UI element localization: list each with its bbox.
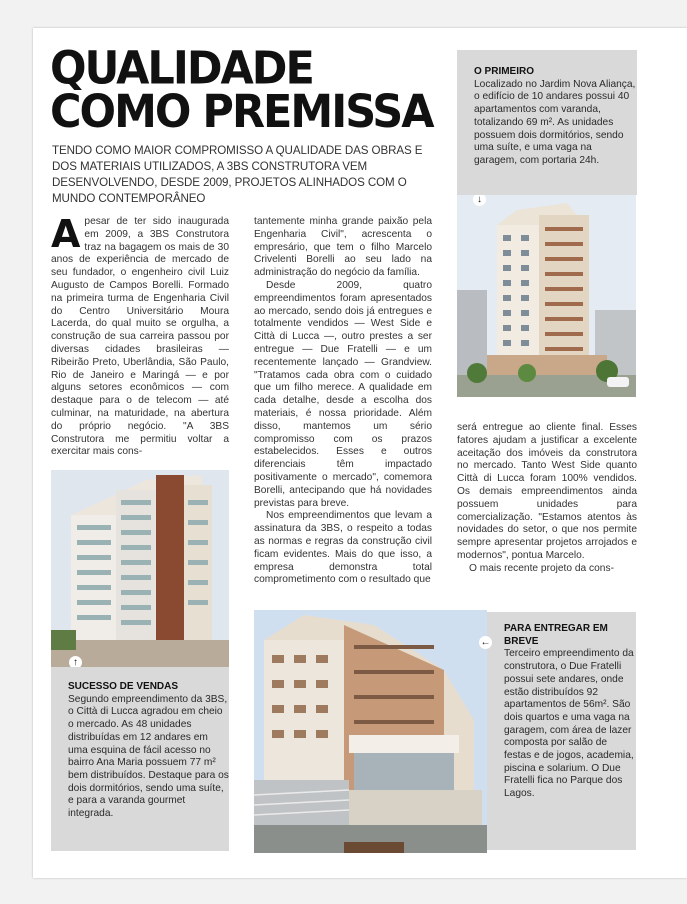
drop-cap: A (51, 212, 81, 256)
headline-line-1: QUALIDADE (50, 42, 313, 96)
body-column-1 (51, 212, 229, 459)
building-illustration (51, 470, 229, 667)
body-column-2 (254, 216, 432, 587)
photo-west-side (457, 195, 636, 397)
photo-citta-di-lucca (51, 470, 229, 667)
arrow-down-icon: ↓ (473, 195, 486, 206)
headline-line-2: COMO PREMISSA (50, 85, 433, 139)
col2-paragraph-1: tantemente minha grande paixão pela Engenharia Civil", acrescenta o empresário, que tem o filho Marcelo Crivelenti Borelli ao seu lado na administração do negócio da família. (254, 216, 432, 279)
headline (50, 42, 433, 139)
box-primeiro-title: O PRIMEIRO (474, 66, 535, 77)
col1-paragraph-1: pesar de ter sido inaugurada em 2009, a 3BS Construtora traz na bagagem os mais de 30 anos de experiência de mercado de seu fundador, o engenheiro civil Luiz Augusto de Campos Borelli. Formado na primeira turma de Engenharia Civil do Centro Universitário Moura Lacerda, do qual muito se orgulha, a construção de sua carreira passou por diversas cidades brasileiras — Ribeirão Preto, Uberlândia, São Paulo, Rio de Janeiro e Maringá — e por alguns setores econômicos — com destaque para o de telecom — até culminar, na maturidade, na abertura do próprio negócio. "A 3BS Construtora me permitiu voltar a exercitar mais cons- (51, 216, 229, 458)
sidebar-box-entregar (480, 612, 636, 850)
sidebar-box-primeiro (457, 50, 637, 195)
body-column-3 (457, 422, 637, 576)
col2-paragraph-2: Desde 2009, quatro empreendimentos foram apresentados ao mercado, sendo dois já entregues e totalmente vendidos — West Side e Città di Lucca —, outro prestes a ser entregue — Due Fratelli — e um recentemente lançado — Grandview. "Tratamos cada obra com o cuidado que um filho merece. A qualidade em cada detalhe, desde a escolha dos materiais, é nossa prioridade. Além disso, mantemos um sério compromisso com os prazos estabelecidos. Esses e outros diferenciais têm impactado positivamente o mercado", comemora Borelli, antecipando que há novidades previstas para breve. (254, 279, 432, 509)
box-primeiro-text: Localizado no Jardim Nova Aliança, o edifício de 10 andares possui 40 apartamentos com varanda, totalizando 69 m². As unidades possuem dois dormitórios, sendo uma suíte, e uma vaga na garagem, com portaria 24h. (474, 78, 636, 166)
box-entregar-text: Terceiro empreendimento da construtora, o Due Fratelli possui sete andares, onde estão distribuídos 92 apartamentos de 56m². São dois quartos e uma vaga na garagem, com área de lazer composta por salão de festas e de jogos, academia, piscina e solarium. O Due Fratelli fica no Parque dos Lagos. (504, 648, 634, 800)
building-illustration (254, 610, 487, 853)
col3-paragraph-1: será entregue ao cliente final. Esses fatores ajudam a justificar a excelente aceitação dos imóveis da construtora no mercado. Tanto West Side quanto Città di Lucca foram 100% vendidos. Os demais empreendimentos ainda possuem unidades para comercialização. "Estamos atentos às novidades do setor, o que nos permite sempre apresentar projetos arrojados e modernos", pontua Marcelo. (457, 422, 637, 561)
lead-paragraph: TENDO COMO MAIOR COMPROMISSO A QUALIDADE DAS OBRAS E DOS MATERIAIS UTILIZADOS, A 3BS CONSTRUTORA VEM DESENVOLVENDO, DESDE 2009, PROJETOS ALINHADOS COM O MUNDO CONTEMPORÂNEO (52, 144, 423, 205)
sidebar-box-sucesso (51, 667, 229, 851)
building-illustration (457, 195, 636, 397)
box-sucesso-title: SUCESSO DE VENDAS (68, 681, 179, 692)
box-entregar-title: PARA ENTREGAR EM BREVE (504, 623, 608, 647)
arrow-left-icon: ← (480, 637, 491, 648)
col3-paragraph-2: O mais recente projeto da cons- (469, 562, 614, 574)
photo-due-fratelli (254, 610, 487, 853)
arrow-up-icon: ↑ (69, 656, 82, 667)
box-sucesso-text: Segundo empreendimento da 3BS, o Città di Lucca agradou em cheio o mercado. As 48 unidades distribuídas em 12 andares em uma esquina de fácil acesso no bairro Ana Maria possuem 77 m² bem distribuídos. Destaque para os dois dormitórios, sendo uma suíte, e para a varanda gourmet integrada. (68, 693, 229, 820)
col2-paragraph-3: Nos empreendimentos que levam a assinatura da 3BS, o respeito a todas as normas e regras da construção civil ficam evidentes. Mais do que isso, a empresa demonstra total comprometimento com o resultado que (254, 510, 432, 586)
